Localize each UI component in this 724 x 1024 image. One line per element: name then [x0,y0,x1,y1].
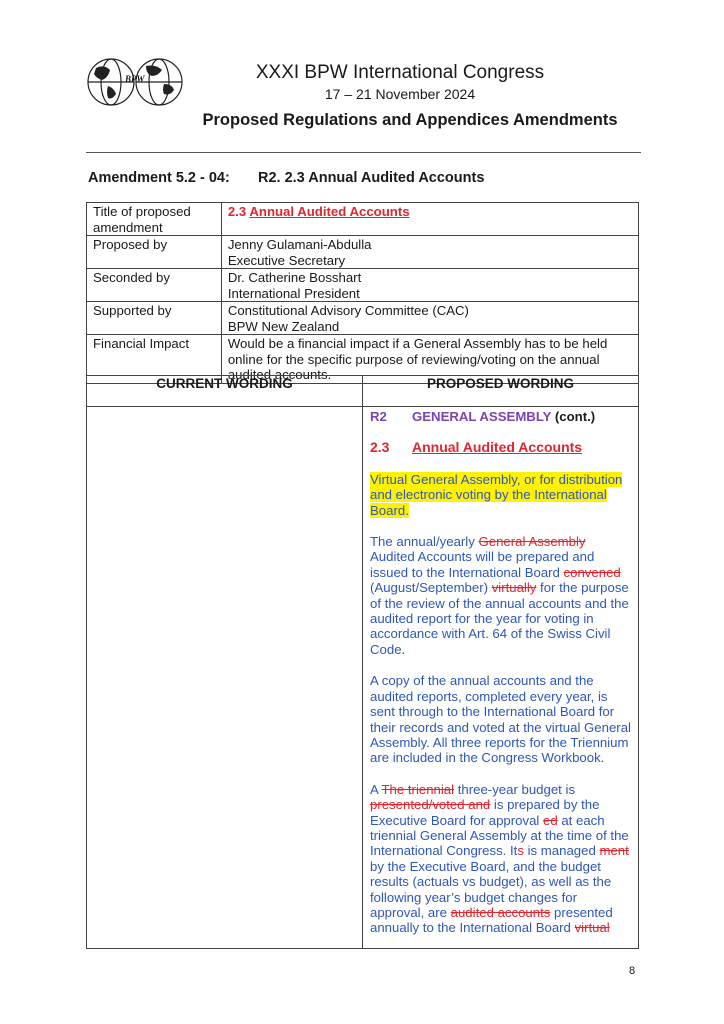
amendment-ref: R2. 2.3 Annual Audited Accounts [258,170,485,186]
table-header-row [87,376,639,407]
paragraph-1 [370,534,632,657]
p3-del5: audited accounts [450,904,551,920]
p3-del2: presented/voted and [370,797,491,813]
p3-d: at each triennial General Assembly at the time of the International Congress. It [370,812,629,859]
p1-del3: virtually [491,580,537,596]
paragraph-2: A copy of the annual accounts and the audited reports, completed every year, is sent through to the International Board for their records and voted at the virtual General Assembly. All three reports for the Triennium are included in the Congress Workbook. [370,673,631,766]
seconded-role: International President [227,285,360,301]
p3-b: three-year budget is [454,781,576,797]
title-number: 2.3 [227,204,247,219]
p3-c: is prepared by the Executive Board for approval [370,797,600,828]
supporter-2: BPW New Zealand [227,318,340,334]
section-number: 2.3 [370,439,390,456]
p1-a: The annual/yearly [370,534,479,550]
section-r2-heading [370,409,632,424]
page-number: 8 [629,965,636,977]
proposed-role: Executive Secretary [227,252,346,268]
proposed-wording-header: PROPOSED WORDING [363,376,639,407]
p3-del6: virtual [574,920,610,936]
header-divider [86,152,641,153]
p1-c: (August/September) [370,580,492,596]
table-row [87,302,639,335]
table-row [87,407,639,949]
r2-cont: (cont.) [551,409,596,424]
p3-a: A [370,781,382,797]
table-row [87,203,639,236]
r2-code: R2 [370,409,387,424]
logo-text: BPW [125,74,145,84]
proposed-wording-cell [363,407,639,949]
current-wording-cell [87,407,363,949]
supported-value [221,302,638,335]
table-row [87,236,639,269]
r2-title: GENERAL ASSEMBLY [412,409,552,424]
supporter-1: Constitutional Advisory Committee (CAC) [227,303,469,318]
title-value [221,203,638,236]
p1-b: Audited Accounts will be prepared and issued to the International Board [370,549,595,580]
proposed-value [221,236,638,269]
highlighted-text [370,472,632,518]
p3-g: presented annually to the International Board [370,904,613,936]
title-text: Annual Audited Accounts [249,204,410,219]
proposed-label: Proposed by [87,236,222,269]
proposed-name: Jenny Gulamani-Abdulla [227,237,372,252]
p3-del1: The triennial [381,781,455,797]
p3-ins1: s [517,843,524,859]
p3-e: is managed [523,843,600,859]
seconded-label: Seconded by [87,269,222,302]
supported-label: Supported by [87,302,222,335]
section-title: Annual Audited Accounts [412,439,583,456]
title-label: Title of proposed amendment [87,203,222,236]
financial-value: Would be a financial impact if a General Assembly has to be held online for the specific purpose of reviewing/voting on the annual audited accounts. [221,335,638,384]
highlight-span: Virtual General Assembly, or for distribution and electronic voting by the International Board. [370,471,623,518]
amendment-number: Amendment 5.2 - 04: [88,170,230,186]
seconded-name: Dr. Catherine Bosshart [227,270,362,285]
bpw-logo [86,56,186,108]
p3-del3: ed [543,812,558,828]
p3-f: by the Executive Board, and the budget results (actuals vs budget), as well as the following year’s budget changes for approval, are [370,858,612,920]
table-row [87,269,639,302]
p3-del4: ment [599,843,629,859]
seconded-value [221,269,638,302]
financial-label: Financial Impact [87,335,222,384]
current-wording-header: CURRENT WORDING [87,376,363,407]
p1-del1: General Assembly [478,534,586,550]
amendment-meta-table [86,202,639,384]
p1-d: for the purpose of the review of the annual accounts and the audited report for the year for voting in accordance with Art. 64 of the Swiss Civil Code. [370,580,629,657]
amendment-heading [88,170,485,186]
congress-title: XXXI BPW International Congress [255,62,545,83]
congress-date: 17 – 21 November 2024 [324,86,476,102]
section-2-3-heading [370,440,632,455]
wording-comparison-table [86,375,639,949]
paragraph-3 [370,782,632,936]
document-subtitle: Proposed Regulations and Appendices Amendments [202,111,618,129]
p1-del2: convened [563,564,621,580]
